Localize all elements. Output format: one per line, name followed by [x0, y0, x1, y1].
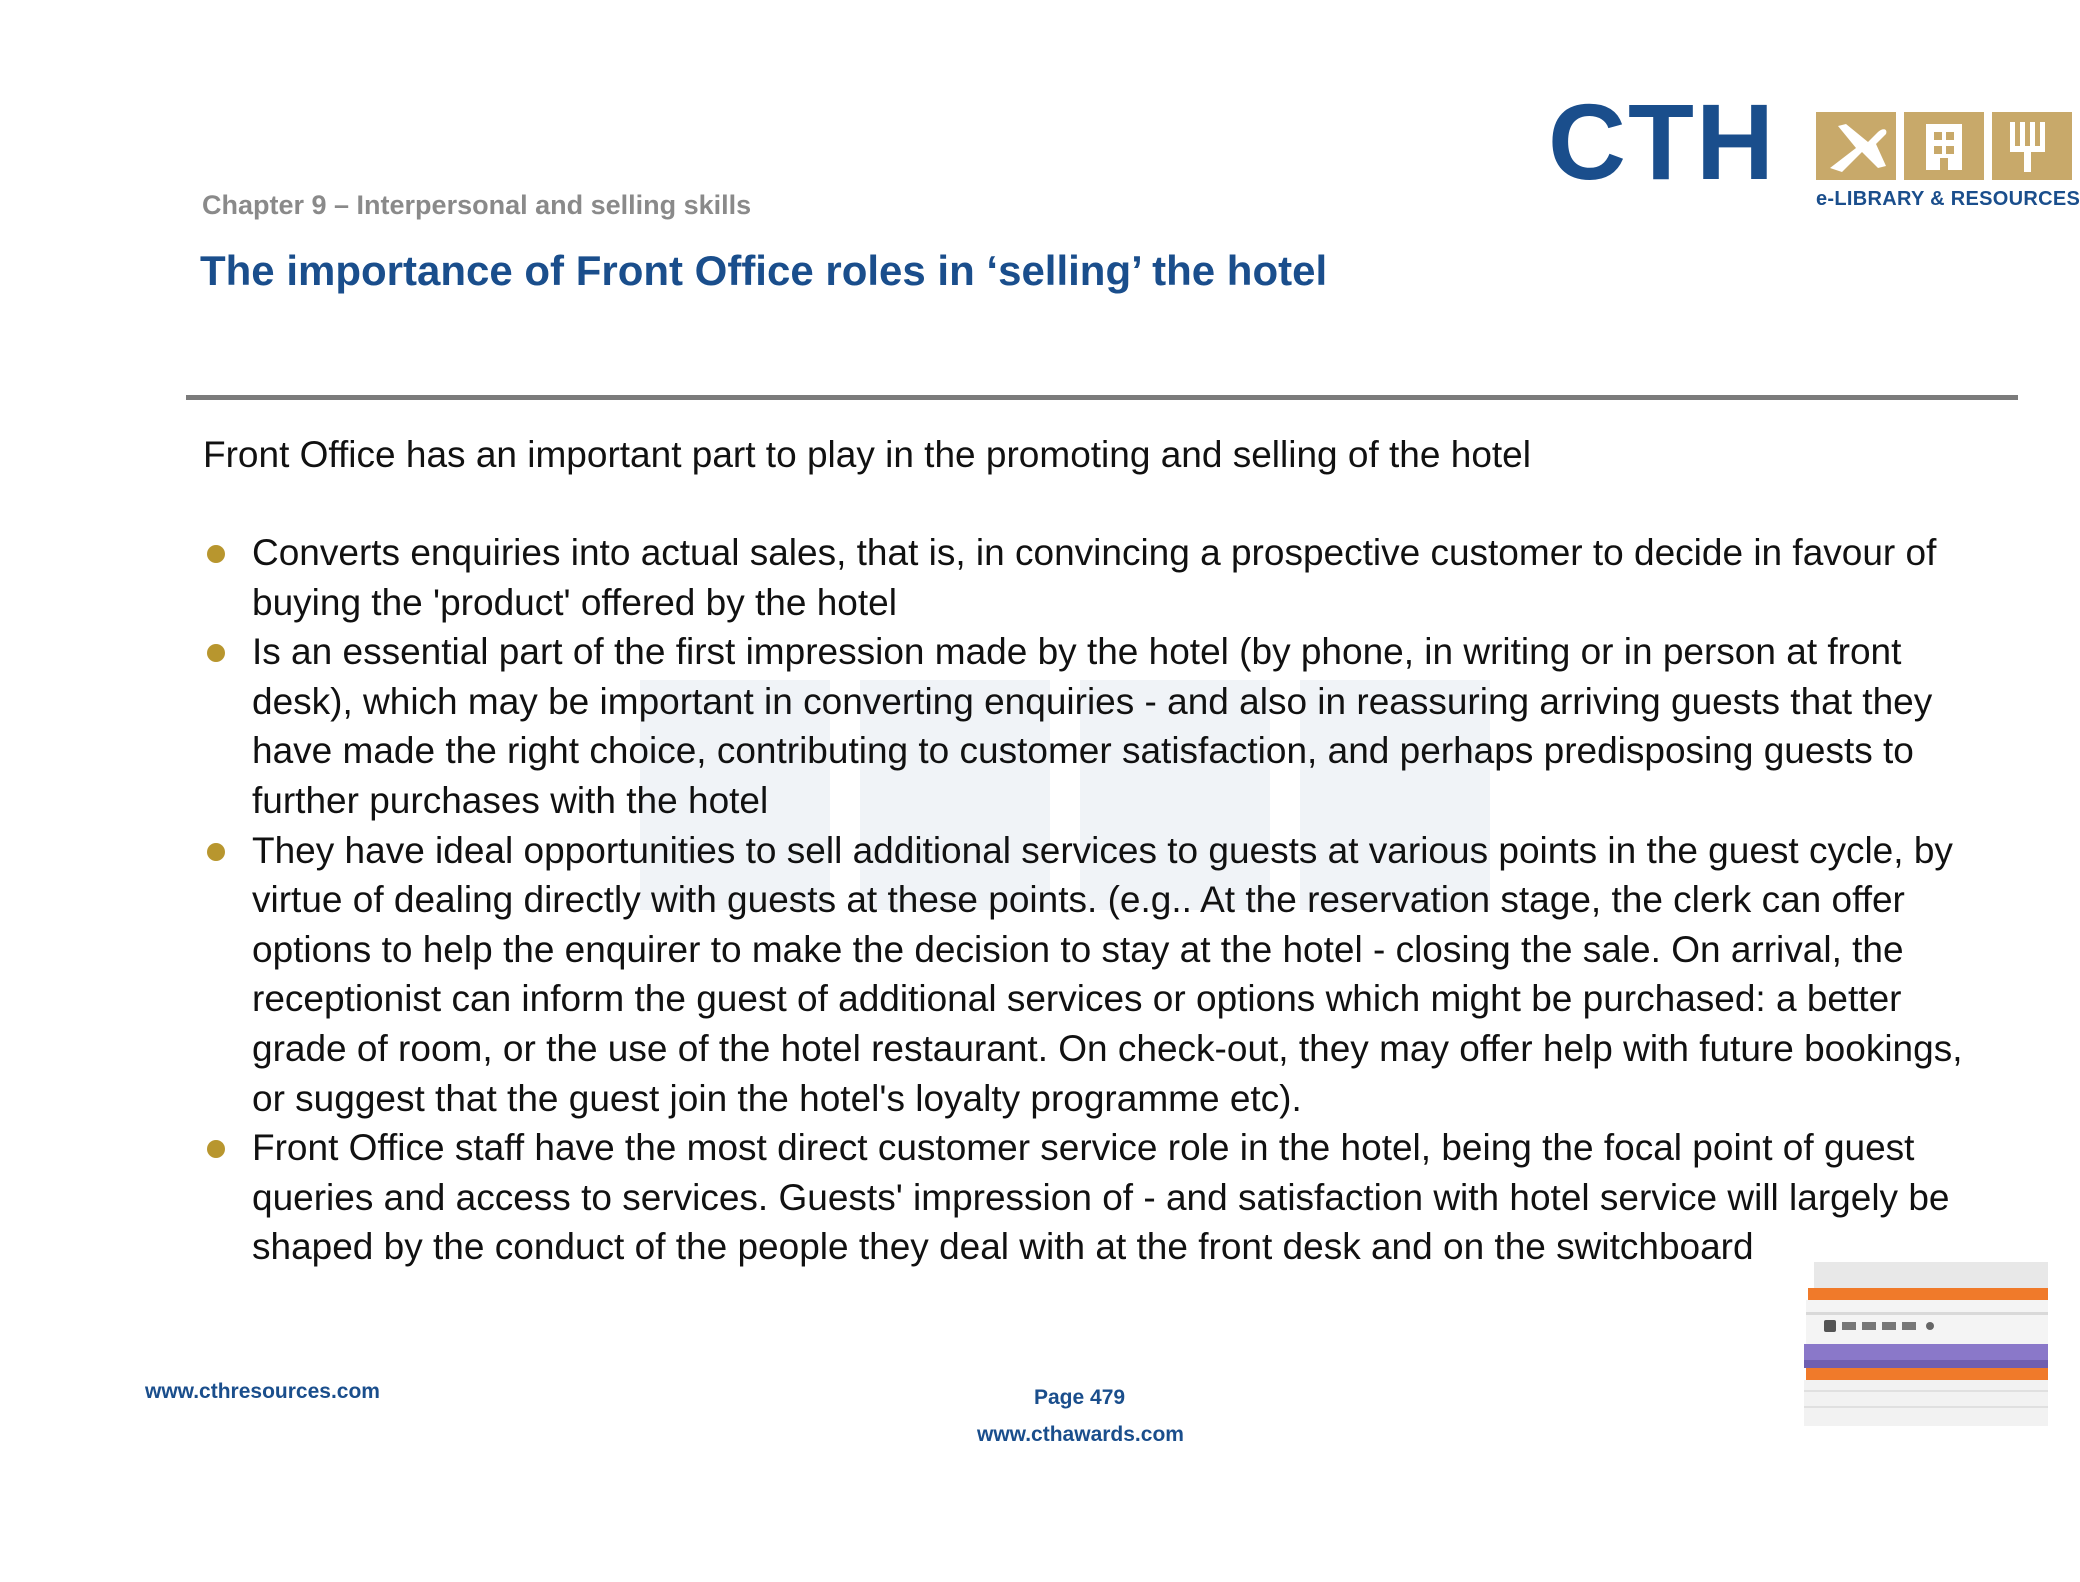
logo-tagline: e-LIBRARY & RESOURCES: [1816, 188, 2080, 210]
bullet-icon: [207, 1140, 225, 1158]
intro-text: Front Office has an important part to play in the promoting and selling of the hotel: [203, 434, 1531, 475]
footer-url-left[interactable]: www.cthresources.com: [145, 1380, 380, 1403]
list-item-text: Is an essential part of the first impression made by the hotel (by phone, in writing or in person at front desk), which may be important in converting enquiries - and also in reassuring arriving guests that they have made the right choice, contributing to customer satisfaction, and perhaps predisposing guests to further purchases with the hotel: [252, 631, 1933, 821]
footer-url-center[interactable]: www.cthawards.com: [977, 1423, 1184, 1446]
chapter-heading: Chapter 9 – Interpersonal and selling skills: [202, 190, 752, 220]
list-item: [200, 528, 2000, 627]
bullet-list: [200, 528, 2000, 1272]
fork-icon: [1992, 112, 2072, 180]
books-illustration: [1804, 1262, 2048, 1432]
list-item: [200, 627, 2000, 825]
list-item: [200, 1123, 2000, 1272]
cth-logo: [1548, 81, 2080, 220]
bullet-icon: [207, 545, 225, 563]
page-title: The importance of Front Office roles in ‘selling’ the hotel: [200, 247, 1328, 294]
logo-wordmark: CTH: [1548, 81, 1776, 202]
divider: [186, 395, 2018, 400]
list-item-text: They have ideal opportunities to sell additional services to guests at various points in the guest cycle, by virtue of dealing directly with guests at these points. (e.g.. At the reservation stage, the clerk can offer options to help the enquirer to make the decision to stay at the hotel - closing the sale. On arrival, the receptionist can inform the guest of additional services or options which might be purchased: a better grade of room, or the use of the hotel restaurant. On check-out, they may offer help with future bookings, or suggest that the guest join the hotel's loyalty programme etc).: [252, 829, 1963, 1119]
list-item-text: Converts enquiries into actual sales, that is, in convincing a prospective customer to decide in favour of buying the 'product' offered by the hotel: [252, 532, 1937, 623]
bullet-icon: [207, 843, 225, 861]
list-item: [200, 826, 2000, 1124]
list-item-text: Front Office staff have the most direct customer service role in the hotel, being the focal point of guest queries and access to services. Guests' impression of - and satisfaction with hotel service will largely be shaped by the conduct of the people they deal with at the front desk and on the switchboard: [252, 1127, 1950, 1268]
building-icon: [1904, 112, 1984, 180]
airplane-icon: [1816, 112, 1896, 180]
page-number: Page 479: [1034, 1386, 1126, 1409]
bullet-icon: [207, 644, 225, 662]
